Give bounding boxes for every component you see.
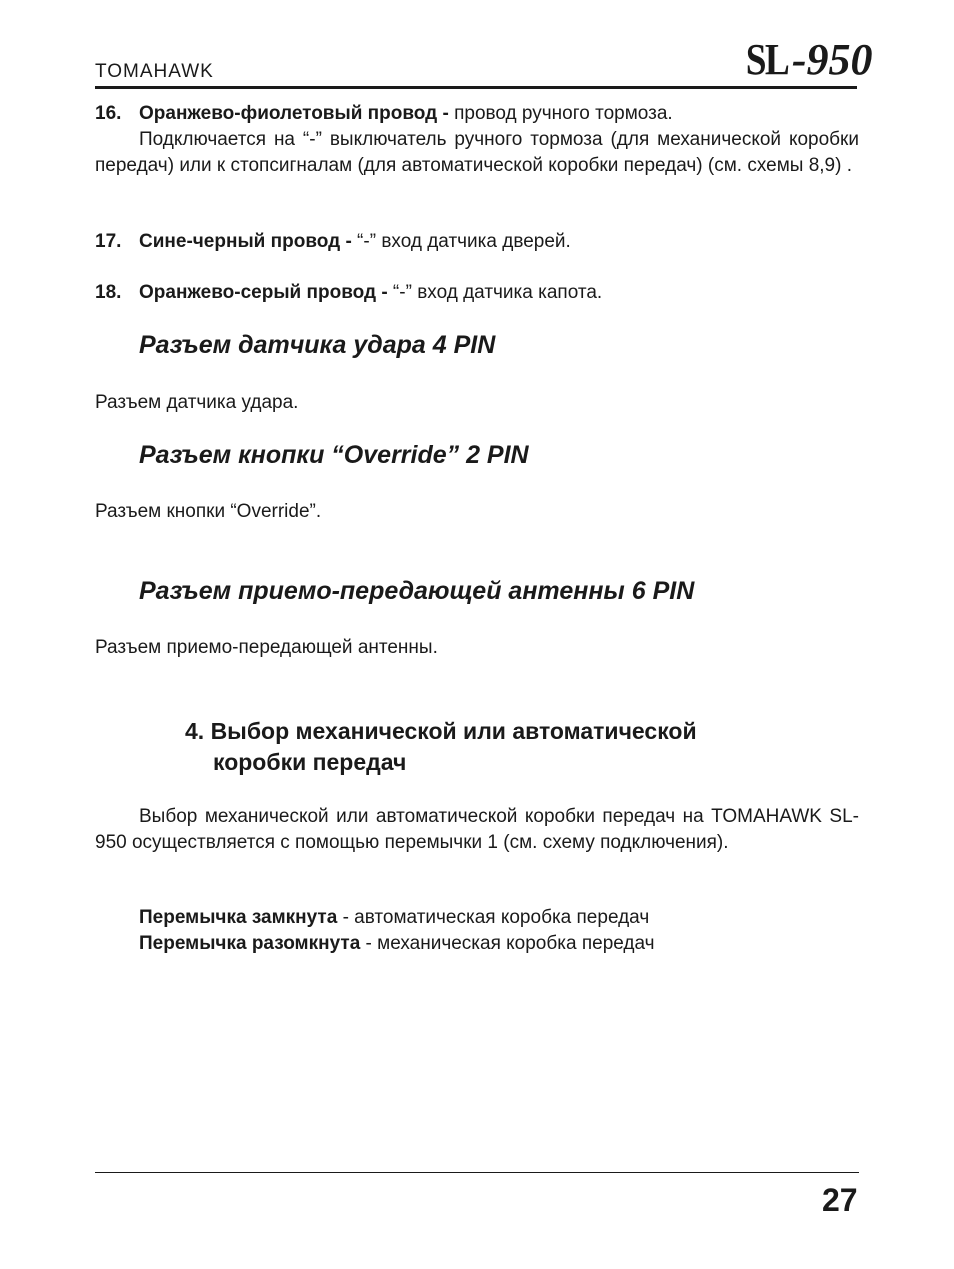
item-number: 16. <box>95 103 122 124</box>
definition-open <box>139 931 655 957</box>
definition-closed <box>139 905 649 931</box>
item-term: Сине-черный провод - <box>139 231 352 252</box>
item-text: провод ручного тормоза. <box>448 103 673 124</box>
item-text: “-” вход датчика дверей. <box>351 231 571 252</box>
item-number: 18. <box>95 282 122 303</box>
section-title-line2: коробки передач <box>213 749 407 775</box>
connector-heading-antenna: Разъем приемо-передающей антенны 6 PIN <box>139 577 695 605</box>
brand-name: TOMAHAWK <box>95 61 214 82</box>
item-17 <box>95 229 859 255</box>
definition-term: Перемычка разомкнута <box>139 933 361 954</box>
page-number: 27 <box>822 1182 858 1218</box>
section-title <box>185 716 697 778</box>
footer-rule <box>95 1172 859 1173</box>
connector-heading-shock: Разъем датчика удара 4 PIN <box>139 331 496 359</box>
model-logo <box>742 35 873 84</box>
definition-term: Перемычка замкнута <box>139 907 338 928</box>
connector-heading-override: Разъем кнопки “Override” 2 PIN <box>139 441 529 469</box>
header-rule <box>95 86 857 89</box>
connector-text-antenna: Разъем приемо-передающей антенны. <box>95 637 438 658</box>
item-number: 17. <box>95 231 122 252</box>
section-title-line1: 4. Выбор механической или автоматической <box>185 718 697 744</box>
model-prefix: SL <box>745 35 789 84</box>
item-16 <box>95 101 859 127</box>
definition-text: - механическая коробка передач <box>360 933 655 954</box>
section-body: Выбор механической или автоматической коробки передач на TOMAHAWK SL-950 осуществляется с помощью перемычки 1 (см. схему подключения). <box>95 806 859 853</box>
connector-text-override: Разъем кнопки “Override”. <box>95 501 322 522</box>
item-18 <box>95 280 859 306</box>
connector-text-shock: Разъем датчика удара. <box>95 392 299 413</box>
item-term: Оранжево-фиолетовый провод - <box>139 103 449 124</box>
model-suffix: -950 <box>791 35 873 84</box>
item-text: “-” вход датчика капота. <box>387 282 603 303</box>
definition-text: - автоматическая коробка передач <box>337 907 650 928</box>
item-term: Оранжево-серый провод - <box>139 282 388 303</box>
item-16-detail: Подключается на “-” выключатель ручного тормоза (для механической коробки передач) или к стопсигналам (для автоматической коробки передач) (см. схемы 8,9) . <box>95 129 859 176</box>
